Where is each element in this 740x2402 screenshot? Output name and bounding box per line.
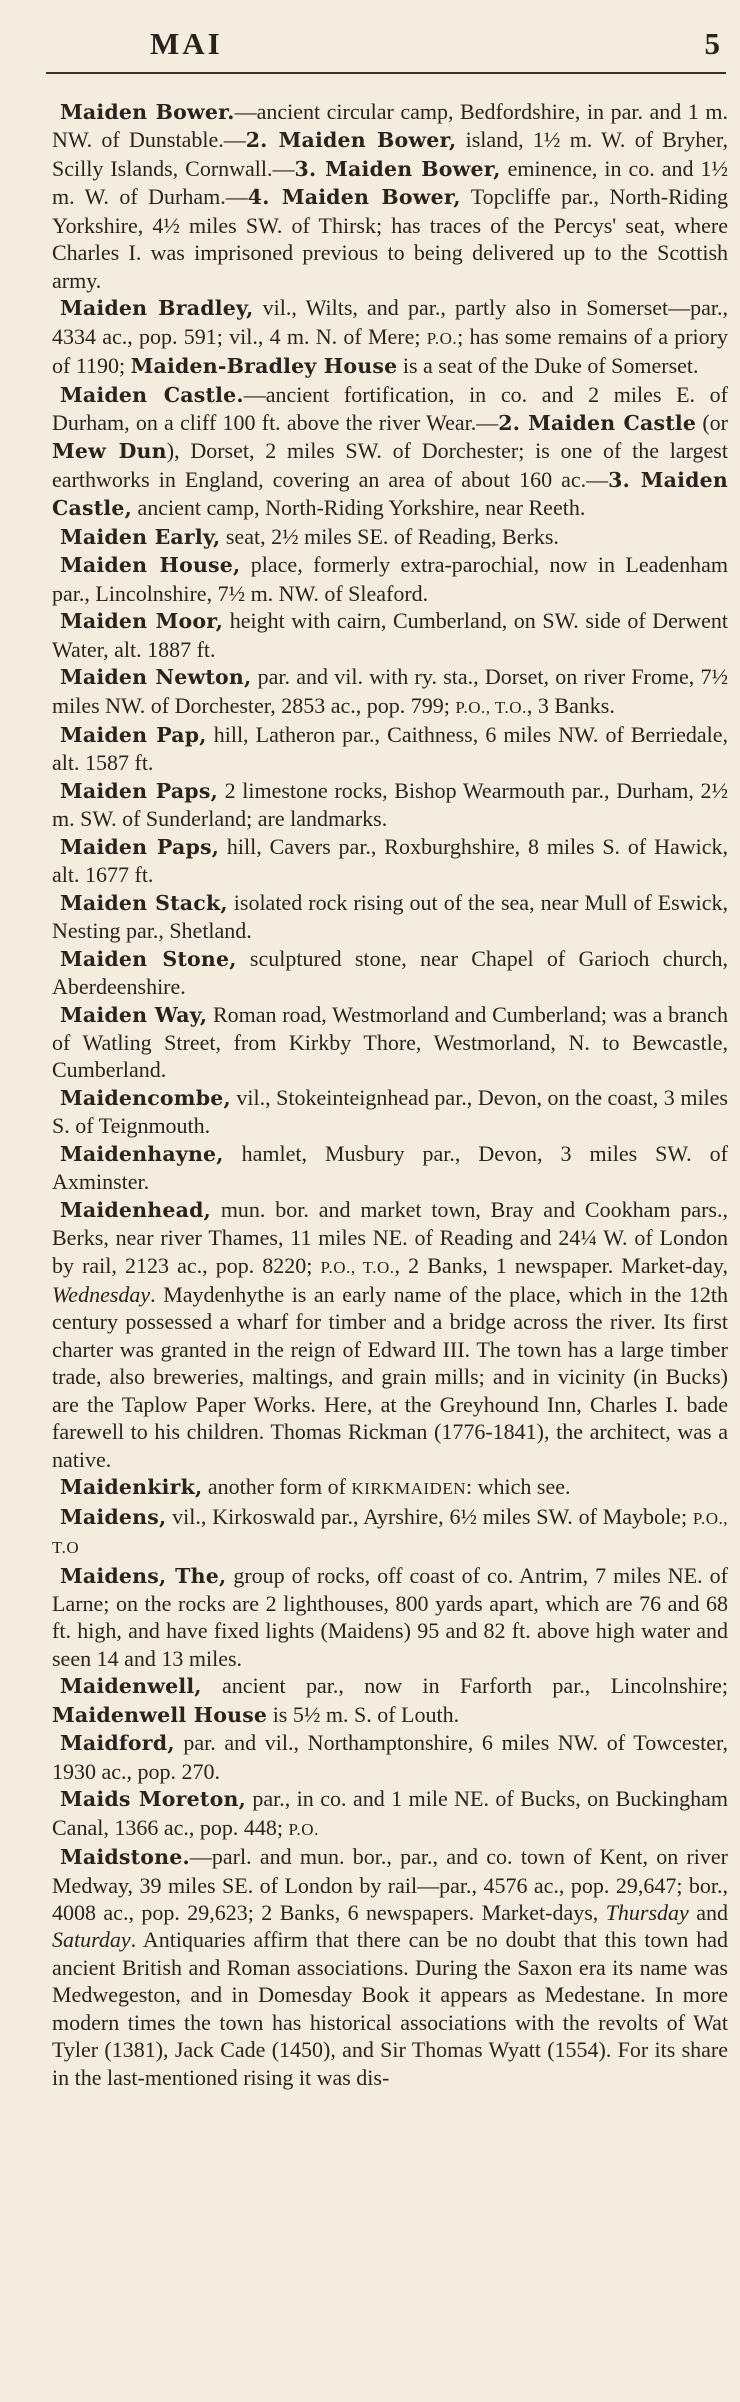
entry-headword: Maiden Bradley, xyxy=(60,296,254,321)
entry-headword: Maidenhead, xyxy=(60,1197,211,1222)
gazetteer-entry xyxy=(52,551,728,607)
gazetteer-entry xyxy=(52,1785,728,1843)
gazetteer-entry xyxy=(52,721,728,777)
entry-text: . Antiquaries affirm that there can be no doubt that this town had ancient British and Roman associations. During the Saxon era its name was Medwegeston, and in Domesday Book it appears as Medestane. In more modern times the town has historical associations with the revolts of Wat Tyler (1381), Jack Cade (1450), and Sir Thomas Wyatt (1554). For its share in the last-mentioned rising it was dis- xyxy=(52,1927,728,2090)
gazetteer-entry xyxy=(52,833,728,889)
entry-headword: Maidstone. xyxy=(60,1845,190,1870)
gazetteer-entry xyxy=(52,945,728,1001)
entry-text: par. and vil., Northamptonshire, 6 miles NW. of Towcester, 1930 ac., pop. 270. xyxy=(52,1730,728,1784)
gazetteer-entry xyxy=(52,1084,728,1140)
gazetteer-entry xyxy=(52,1503,728,1562)
page-number: 5 xyxy=(704,26,720,61)
header-word: MAI xyxy=(150,26,223,61)
gazetteer-entry xyxy=(52,1473,728,1502)
entry-abbrev: P.O., T.O. xyxy=(320,1257,395,1277)
entry-text: par., in co. and 1 mile NE. of Bucks, on Buckingham Canal, 1366 ac., pop. 448; xyxy=(52,1786,729,1840)
gazetteer-entry xyxy=(52,294,728,380)
entry-headword: Maiden Moor, xyxy=(60,609,224,634)
entry-text: ancient camp, North-Riding Yorkshire, near Reeth. xyxy=(131,495,586,521)
entry-text: . Maydenhythe is an early name of the place, which in the 12th century possessed a wharf for timber and a bridge across the river. Its first charter was granted in the reign of Edward III. The town has a large timber trade, also breweries, maltings, and grain mills; and in vicinity (in Bucks) are the Taplow Paper Works. Here, at the Greyhound Inn, Charles I. bade farewell to his children. Thomas Rickman (1776-1841), the architect, was a native. xyxy=(52,1282,728,1472)
running-head xyxy=(46,0,720,66)
entry-text: mun. bor. and market town, Bray and Cookham pars., Berks, near river Thames, 11 miles NE. of Reading and 24¼ W. of London by rail, 2123 ac., pop. 8220; xyxy=(52,1196,728,1278)
entry-headword: Maids Moreton, xyxy=(60,1787,246,1812)
entry-text: vil., Stokeinteignhead par., Devon, on the coast, 3 miles S. of Teignmouth. xyxy=(52,1084,728,1139)
entry-text: eminence, in co. and 1½ m. W. of Durham.— xyxy=(52,155,728,210)
entry-italic: Thursday xyxy=(605,1900,689,1925)
entry-text: , 3 Banks. xyxy=(526,692,615,718)
gazetteer-entry xyxy=(52,1672,728,1729)
entry-headword: Maidford, xyxy=(60,1731,175,1756)
entry-headword: Maiden Bower. xyxy=(60,100,235,124)
entry-text: ; has some remains of a priory of 1190; xyxy=(52,323,728,379)
gazetteer-entry xyxy=(52,1196,728,1474)
gazetteer-entry xyxy=(52,381,728,523)
entry-text: hamlet, Musbury par., Devon, 3 miles SW. of Axminster. xyxy=(52,1140,728,1195)
entry-list xyxy=(52,98,728,2091)
entry-text: isolated rock rising out of the sea, near Mull of Eswick, Nesting par., Shetland. xyxy=(52,889,728,944)
entry-headword: Maiden Way, xyxy=(60,1002,208,1027)
entry-headword: Maidenkirk, xyxy=(60,1475,203,1500)
entry-text: another form of xyxy=(202,1474,352,1500)
entry-text: ), Dorset, 2 miles SW. of Dorchester; is one of the largest earthworks in England, covering an area of about 160 ac.— xyxy=(52,438,728,492)
entry-text: sculptured stone, near Chapel of Garioch church, Aberdeenshire. xyxy=(52,945,729,1000)
entry-headword: Maidenwell House xyxy=(52,1702,268,1727)
entry-headword: Maidens, The, xyxy=(60,1563,227,1588)
entry-text: Roman road, Westmorland and Cumberland; was a branch of Watling Street, from Kirkby Thore, Westmorland, N. to Bewcastle, Cumberland. xyxy=(52,1001,728,1083)
entry-abbrev: P.O., T.O. xyxy=(455,697,527,717)
entry-text: group of rocks, off coast of co. Antrim, 7 miles NE. of Larne; on the rocks are 2 lighthouses, 800 yards apart, which are 76 and 68 ft. high, and have fixed lights (Maidens) 95 and 82 ft. above high water and seen 14 and 13 miles. xyxy=(52,1562,728,1671)
entry-abbrev: KIRKMAIDEN xyxy=(351,1479,466,1499)
entry-headword: Maiden Paps, xyxy=(60,834,220,859)
gazetteer-entry xyxy=(52,889,728,945)
entry-text: —parl. and mun. bor., par., and co. town of Kent, on river Medway, 39 miles SE. of London by rail—par., 4576 ac., pop. 29,647; bor., 4008 ac., pop. 29,623; 2 Banks, 6 newspapers. Market-days, xyxy=(52,1844,728,1925)
entry-headword: 3. Maiden Bower, xyxy=(294,156,501,181)
entry-headword: 4. Maiden Bower, xyxy=(247,185,461,210)
entry-text: and xyxy=(688,1900,728,1925)
entry-headword: Maidencombe, xyxy=(60,1085,231,1110)
entry-headword: 3. Maiden Castle, xyxy=(52,467,728,521)
entry-headword: Maidenwell, xyxy=(60,1674,202,1699)
entry-italic: Saturday xyxy=(52,1927,131,1953)
entry-text: is 5½ m. S. of Louth. xyxy=(267,1701,460,1727)
entry-headword: Maiden Early, xyxy=(60,524,221,549)
entry-abbrev: P.O. xyxy=(288,1819,319,1839)
entry-abbrev: P.O., T.O xyxy=(52,1508,728,1558)
entry-text: ancient par., now in Farforth par., Lincolnshire; xyxy=(201,1673,728,1699)
entry-headword: Maidens, xyxy=(60,1504,167,1529)
entry-text: Topcliffe par., North-Riding Yorkshire, 4½ miles SW. of Thirsk; has traces of the Percys' seat, where Charles I. was imprisoned previous to being delivered up to the Scottish army. xyxy=(52,184,728,293)
gazetteer-entry xyxy=(52,1562,728,1673)
gazetteer-entry xyxy=(52,1140,728,1196)
entry-text: vil., Kirkoswald par., Ayrshire, 6½ miles SW. of Maybole; xyxy=(166,1503,693,1529)
gazetteer-entry xyxy=(52,607,728,663)
entry-text: seat, 2½ miles SE. of Reading, Berks. xyxy=(220,523,559,549)
entry-headword: Maiden Pap, xyxy=(60,722,207,747)
gazetteer-entry xyxy=(52,523,728,551)
gazetteer-entry xyxy=(52,98,728,294)
entry-abbrev: P.O. xyxy=(426,328,458,348)
entry-headword: Maiden Paps, xyxy=(60,778,218,803)
gazetteer-entry xyxy=(52,1001,728,1084)
entry-headword: Maiden Newton, xyxy=(60,665,252,690)
entry-headword: Maiden Stone, xyxy=(60,946,237,971)
header-rule xyxy=(46,72,726,74)
entry-text: —ancient fortification, in co. and 2 miles E. of Durham, on a cliff 100 ft. above the river Wear.— xyxy=(52,381,728,435)
gazetteer-entry xyxy=(52,777,728,833)
gazetteer-entry xyxy=(52,1843,728,2091)
entry-text: par. and vil. with ry. sta., Dorset, on river Frome, 7½ miles NW. of Dorchester, 2853 ac., pop. 799; xyxy=(52,664,728,718)
entry-headword: 2. Maiden Castle xyxy=(498,410,697,435)
entry-text: is a seat of the Duke of Somerset. xyxy=(397,353,699,379)
entry-text: 2 limestone rocks, Bishop Wearmouth par., Durham, 2½ m. SW. of Sunderland; are landmarks. xyxy=(52,777,728,832)
entry-headword: 2. Maiden Bower, xyxy=(245,128,457,153)
entry-headword: Maiden Stack, xyxy=(60,890,228,915)
entry-text: (or xyxy=(696,409,729,435)
gazetteer-entry xyxy=(52,1729,728,1785)
entry-headword: Maiden Castle. xyxy=(60,382,244,407)
entry-text: —ancient circular camp, Bedfordshire, in par. and 1 m. NW. of Dunstable.— xyxy=(52,99,728,153)
entry-text: hill, Cavers par., Roxburghshire, 8 miles S. of Hawick, alt. 1677 ft. xyxy=(52,833,728,888)
entry-headword: Maiden House, xyxy=(60,553,241,578)
entry-text: , 2 Banks, 1 newspaper. Market-day, xyxy=(394,1252,728,1278)
entry-text: vil., Wilts, and par., partly also in Somerset—par., 4334 ac., pop. 591; vil., 4 m. N. of Mere; xyxy=(52,295,729,349)
gazetteer-entry xyxy=(52,663,728,721)
entry-text: place, formerly extra-parochial, now in Leadenham par., Lincolnshire, 7½ m. NW. of Sleaford. xyxy=(52,552,729,606)
entry-text: : which see. xyxy=(466,1474,571,1500)
entry-text: height with cairn, Cumberland, on SW. side of Derwent Water, alt. 1887 ft. xyxy=(52,608,729,662)
entry-headword: Maiden-Bradley House xyxy=(130,354,398,379)
entry-headword: Maidenhayne, xyxy=(60,1141,224,1166)
entry-text: hill, Latheron par., Caithness, 6 miles NW. of Berriedale, alt. 1587 ft. xyxy=(52,721,728,776)
entry-text: island, 1½ m. W. of Bryher, Scilly Islands, Cornwall.— xyxy=(52,127,729,181)
entry-headword: Mew Dun xyxy=(52,439,167,464)
entry-italic: Wednesday xyxy=(52,1282,151,1308)
